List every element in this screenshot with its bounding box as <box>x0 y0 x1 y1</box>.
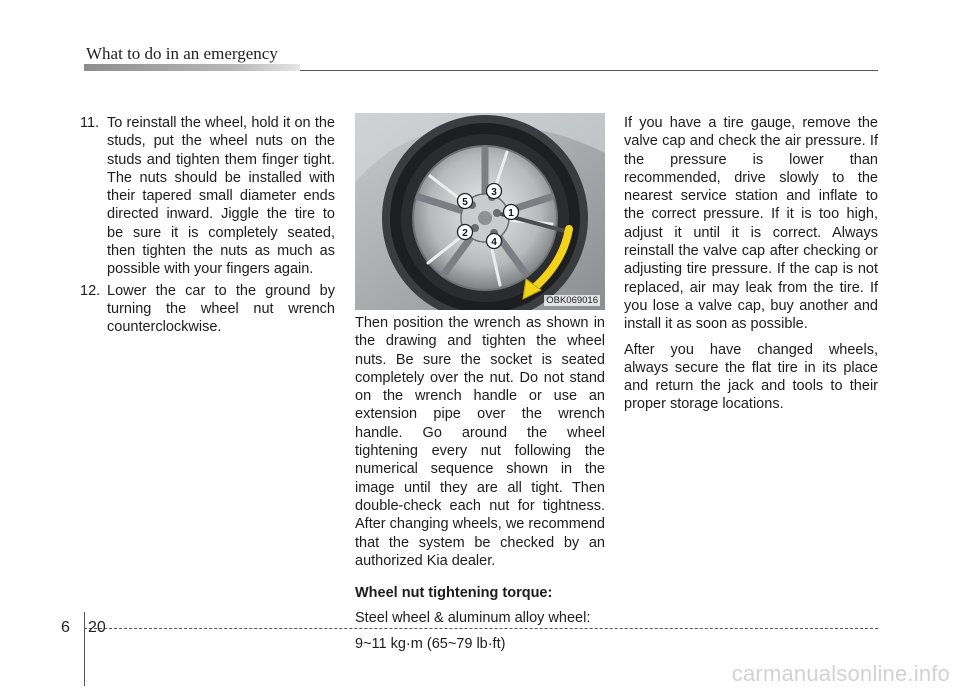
instruction-step-12 <box>80 282 335 337</box>
torque-heading: Wheel nut tightening torque: <box>355 585 553 602</box>
torque-value: 9~11 kg·m (65~79 lb·ft) <box>355 635 506 652</box>
tire-pressure-paragraph: If you have a tire gauge, remove the valve cap and check the air pressure. If the pressure is lower than recommended, drive slowly to the nearest service station and inflate to the correct pressure. If it is too high, adjust it until it is correct. Always reinstall the valve cap after checking or adjusting tire pressure. If the cap is not replaced, air may leak from the tire. If you lose a valve cap, buy another and install it as soon as possible. <box>624 115 878 333</box>
column-3 <box>624 114 878 421</box>
storage-paragraph: After you have changed wheels, always secure the flat tire in its place and return the jack and tools to their proper storage locations. <box>624 341 878 413</box>
figure-code: OBK069016 <box>546 295 598 306</box>
step-number: 11. <box>80 115 100 131</box>
header-accent-bar <box>84 64 300 71</box>
nut-label-2 <box>458 225 473 240</box>
section-number: 6 <box>61 619 70 636</box>
site-watermark: carmanualsonline.info <box>731 661 950 686</box>
footer-dashed-rule <box>84 628 878 629</box>
step-text: Lower the car to the ground by turning the wheel nut wrench counterclockwise. <box>107 282 335 336</box>
wrench-instructions-paragraph: Then position the wrench as shown in the drawing and tighten the wheel nuts. Be sure the socket is seated completely over the nut. Do not stand on the wrench handle or use an extension pipe over the wrench handle. Go around the wheel tightening every nut following the numerical sequence shown in the image until they are all tight. Then double-check each nut for tightness. After changing wheels, we recommend that the system be checked by an authorized Kia dealer. <box>355 315 605 569</box>
instruction-step-11 <box>80 114 335 279</box>
svg-text:4: 4 <box>491 237 497 248</box>
wheel-drawing <box>355 113 605 310</box>
column-1 <box>80 114 335 340</box>
footer-divider <box>84 612 85 686</box>
nut-label-1 <box>504 205 519 220</box>
nut-label-3 <box>487 184 502 199</box>
page-number: 20 <box>88 619 106 636</box>
column-2 <box>355 314 605 660</box>
nut-label-5 <box>458 194 473 209</box>
step-number: 12. <box>80 282 101 299</box>
step-text: To reinstall the wheel, hold it on the studs, put the wheel nuts on the studs and tighten them finger tight. The nuts should be installed with their tapered small diameter ends directed inward. Jiggle the tire to be sure it is completely seated, then tighten the nuts as much as possible with your fingers again. <box>107 115 335 278</box>
torque-wheel-type: Steel wheel & aluminum alloy wheel: <box>355 610 591 627</box>
header-rule <box>300 70 878 71</box>
center-cap <box>478 211 492 225</box>
svg-text:2: 2 <box>462 228 468 239</box>
page-header-title: What to do in an emergency <box>86 44 278 63</box>
svg-text:1: 1 <box>508 208 514 219</box>
svg-text:5: 5 <box>462 197 468 208</box>
svg-text:3: 3 <box>491 187 497 198</box>
wheel-illustration <box>355 113 605 310</box>
nut-label-4 <box>487 234 502 249</box>
